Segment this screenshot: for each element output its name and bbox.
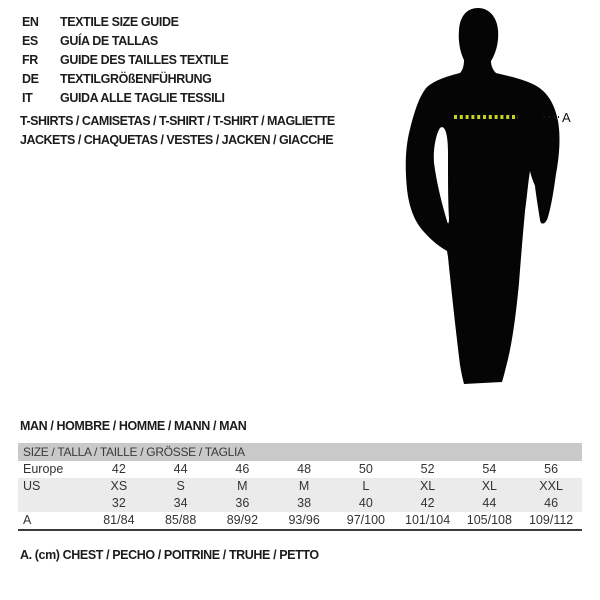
table-cell: 101/104 — [405, 513, 451, 527]
size-table-header: SIZE / TALLA / TAILLE / GRÖSSE / TAGLIA — [18, 443, 582, 461]
table-cell: 109/112 — [528, 513, 574, 527]
table-cell: 46 — [235, 462, 250, 476]
table-cell: 89/92 — [226, 513, 259, 527]
table-cell: 81/84 — [103, 513, 135, 527]
section-title-man: MAN / HOMBRE / HOMME / MANN / MAN — [20, 419, 247, 433]
measurement-footnote: A. (cm) CHEST / PECHO / POITRINE / TRUHE / PETTO — [20, 548, 319, 562]
table-cell: 97/100 — [346, 513, 385, 527]
language-label: TEXTILE SIZE GUIDE — [60, 15, 179, 29]
table-cell: 44 — [173, 462, 188, 476]
table-row-chest-a — [18, 512, 582, 529]
table-cell: 38 — [297, 496, 312, 510]
language-code: DE — [22, 72, 39, 86]
man-silhouette — [406, 8, 560, 384]
table-cell: L — [362, 479, 370, 493]
language-row-it — [22, 89, 228, 108]
table-row-europe — [18, 461, 582, 478]
language-row-en — [22, 13, 228, 32]
language-label: TEXTILGRÖßENFÜHRUNG — [60, 72, 212, 86]
language-code: FR — [22, 53, 38, 67]
language-code: EN — [22, 15, 39, 29]
table-cell: S — [176, 479, 185, 493]
row-label: A — [23, 513, 32, 527]
size-table — [18, 443, 582, 531]
row-label — [18, 495, 88, 512]
table-row-us — [18, 478, 582, 495]
table-cell: 93/96 — [288, 513, 320, 527]
table-cell: 52 — [420, 462, 435, 476]
table-cell: 50 — [358, 462, 373, 476]
language-label: GUÍA DE TALLAS — [60, 34, 158, 48]
table-cell: XL — [481, 479, 498, 493]
table-cell: M — [237, 479, 248, 493]
language-code: ES — [22, 34, 38, 48]
language-list — [22, 13, 228, 108]
table-cell: 54 — [482, 462, 497, 476]
language-row-es — [22, 32, 228, 51]
table-cell: 44 — [482, 496, 497, 510]
table-cell: 56 — [544, 462, 559, 476]
table-cell: 105/108 — [466, 513, 512, 527]
table-row-us-numeric — [18, 495, 582, 512]
product-category-list — [20, 112, 335, 150]
row-label: Europe — [23, 462, 64, 476]
product-line-tshirts: T-SHIRTS / CAMISETAS / T-SHIRT / T-SHIRT / MAGLIETTE — [20, 114, 335, 128]
measure-label-a: A — [562, 110, 571, 125]
table-cell: XL — [419, 479, 436, 493]
language-code: IT — [22, 91, 33, 105]
table-cell: 46 — [544, 496, 559, 510]
man-silhouette-svg — [402, 5, 572, 390]
language-row-fr — [22, 51, 228, 70]
table-cell: 42 — [420, 496, 435, 510]
table-cell: M — [298, 479, 310, 493]
language-label: GUIDA ALLE TAGLIE TESSILI — [60, 91, 225, 105]
table-cell: 85/88 — [164, 513, 197, 527]
table-cell: 34 — [173, 496, 188, 510]
table-cell: 32 — [111, 496, 126, 510]
table-cell: XS — [110, 479, 128, 493]
man-figure — [402, 5, 572, 390]
table-cell: 36 — [235, 496, 250, 510]
table-cell: XXL — [539, 479, 563, 493]
table-cell: 48 — [297, 462, 312, 476]
table-cell: 40 — [358, 496, 373, 510]
product-line-jackets: JACKETS / CHAQUETAS / VESTES / JACKEN / GIACCHE — [20, 133, 334, 147]
language-label: GUIDE DES TAILLES TEXTILE — [60, 53, 229, 67]
row-label: US — [23, 479, 41, 493]
table-cell: 42 — [111, 462, 126, 476]
language-row-de — [22, 70, 228, 89]
